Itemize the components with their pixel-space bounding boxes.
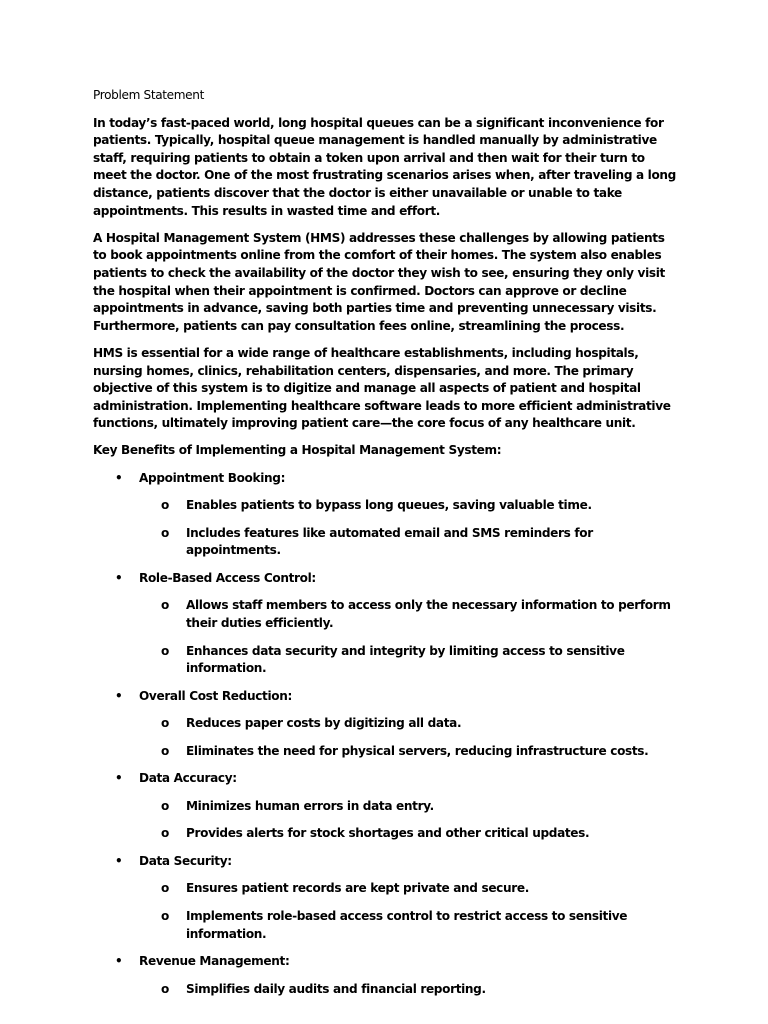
circle-bullet-icon: o [161, 826, 169, 841]
sub-item [139, 825, 678, 843]
document-title: Problem Statement [93, 88, 204, 102]
benefit-revenue-management [93, 953, 678, 998]
sub-item [139, 908, 678, 943]
sub-list [139, 798, 678, 843]
circle-bullet-icon: o [161, 981, 169, 996]
sub-list [139, 597, 678, 677]
bullet-icon: • [115, 953, 123, 968]
bullet-icon: • [115, 771, 123, 786]
sub-item [139, 715, 678, 733]
benefit-cost-reduction [93, 688, 678, 761]
benefit-label: Role-Based Access Control: [139, 570, 316, 585]
sub-list [139, 715, 678, 760]
sub-item [139, 981, 678, 999]
benefits-list [93, 470, 678, 998]
sub-item-text: Enhances data security and integrity by limiting access to sensitive information. [186, 643, 625, 676]
paragraph-hms-purpose: HMS is essential for a wide range of healthcare establishments, including hospitals, nursing homes, clinics, rehabilitation centers, dispensaries, and more. The primary objective of this system is to digitize and manage all aspects of patient and hospital administration. Implementing healthcare software leads to more efficient administrative functions, ultimately improving patient care—the core focus of any healthcare unit. [93, 345, 671, 431]
benefit-label: Revenue Management: [139, 953, 290, 968]
circle-bullet-icon: o [161, 881, 169, 896]
bullet-icon: • [115, 688, 123, 703]
sub-list [139, 981, 678, 999]
sub-item [139, 880, 678, 898]
paragraph-hms-solution: A Hospital Management System (HMS) addresses these challenges by allowing patients to book appointments online from the comfort of their homes. The system also enables patients to check the availability of the doctor they wish to see, ensuring they only visit the hospital when their appointment is confirmed. Doctors can approve or decline appointments in advance, saving both parties time and preventing unnecessary visits. Furthermore, patients can pay consultation fees online, streamlining the process. [93, 230, 665, 333]
sub-item [139, 525, 678, 560]
benefit-label: Appointment Booking: [139, 470, 286, 485]
benefit-data-security [93, 853, 678, 943]
benefit-data-accuracy [93, 770, 678, 843]
bullet-icon: • [115, 853, 123, 868]
circle-bullet-icon: o [161, 743, 169, 758]
circle-bullet-icon: o [161, 908, 169, 923]
sub-item-text: Includes features like automated email and SMS reminders for appointments. [186, 525, 593, 558]
circle-bullet-icon: o [161, 716, 169, 731]
benefit-appointment-booking [93, 470, 678, 560]
sub-item-text: Eliminates the need for physical servers, reducing infrastructure costs. [186, 743, 649, 758]
benefit-label: Overall Cost Reduction: [139, 688, 292, 703]
sub-list [139, 497, 678, 560]
sub-item-text: Reduces paper costs by digitizing all data. [186, 716, 462, 731]
circle-bullet-icon: o [161, 525, 169, 540]
sub-item [139, 798, 678, 816]
circle-bullet-icon: o [161, 798, 169, 813]
sub-item-text: Minimizes human errors in data entry. [186, 798, 434, 813]
paragraph-intro: In today’s fast-paced world, long hospital queues can be a significant inconvenience for patients. Typically, hospital queue management is handled manually by administrative staff, requiring patients to obtain a token upon arrival and then wait for their turn to meet the doctor. One of the most frustrating scenarios arises when, after traveling a long distance, patients discover that the doctor is either unavailable or unable to take appointments. This results in wasted time and effort. [93, 115, 676, 218]
benefit-label: Data Security: [139, 853, 232, 868]
sub-item [139, 597, 678, 632]
circle-bullet-icon: o [161, 598, 169, 613]
benefits-heading: Key Benefits of Implementing a Hospital Management System: [93, 443, 502, 458]
sub-list [139, 880, 678, 943]
sub-item-text: Implements role-based access control to restrict access to sensitive information. [186, 908, 628, 941]
benefit-label: Data Accuracy: [139, 771, 237, 786]
sub-item [139, 497, 678, 515]
sub-item-text: Allows staff members to access only the necessary information to perform their duties efficiently. [186, 598, 671, 631]
bullet-icon: • [115, 470, 123, 485]
circle-bullet-icon: o [161, 643, 169, 658]
sub-item [139, 743, 678, 761]
sub-item-text: Ensures patient records are kept private and secure. [186, 881, 529, 896]
sub-item-text: Enables patients to bypass long queues, saving valuable time. [186, 498, 592, 513]
document-page [93, 87, 678, 1008]
bullet-icon: • [115, 570, 123, 585]
circle-bullet-icon: o [161, 498, 169, 513]
sub-item-text: Provides alerts for stock shortages and other critical updates. [186, 826, 590, 841]
sub-item-text: Simplifies daily audits and financial reporting. [186, 981, 486, 996]
sub-item [139, 643, 678, 678]
benefit-role-based-access [93, 570, 678, 678]
